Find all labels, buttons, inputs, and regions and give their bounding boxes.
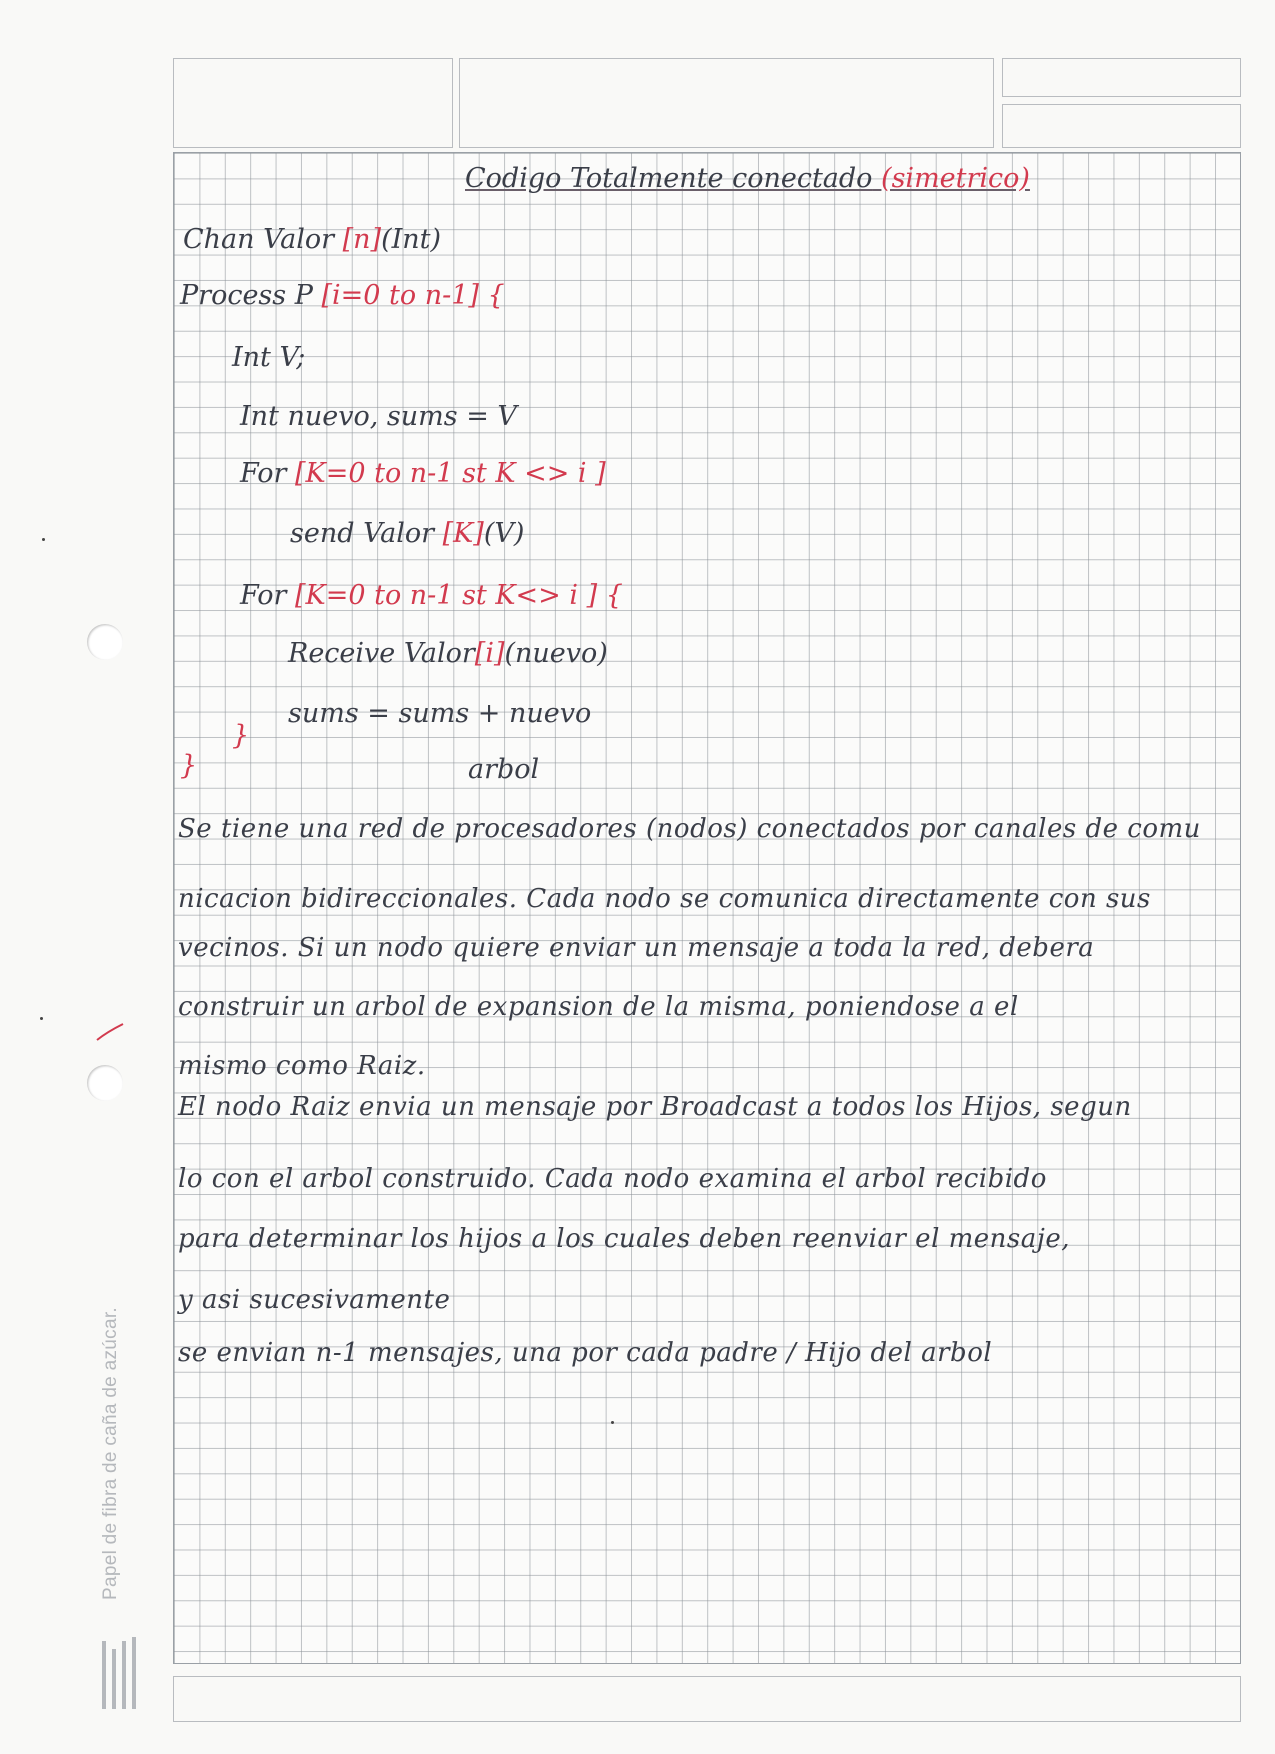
header-box-left bbox=[173, 58, 453, 148]
binder-hole-top bbox=[87, 624, 123, 660]
code-text: (V) bbox=[483, 518, 525, 549]
code-text: For bbox=[240, 458, 296, 489]
prose-line-9: y asi sucesivamente bbox=[178, 1285, 451, 1315]
prose-line-5: mismo como Raiz. bbox=[178, 1051, 426, 1081]
code-text: Chan Valor bbox=[183, 224, 343, 255]
prose-line-10: se envian n-1 mensajes, una por cada padre / Hijo del arbol bbox=[178, 1338, 993, 1368]
title-main: Codigo Totalmente conectado bbox=[465, 163, 873, 194]
footer-box bbox=[173, 1676, 1241, 1722]
code-bracket: [K=0 to n-1 st K<> i ] bbox=[295, 580, 598, 611]
code-line-4: Int nuevo, sums = V bbox=[240, 401, 517, 432]
ink-speck bbox=[40, 1017, 43, 1020]
prose-line-2: nicacion bidireccionales. Cada nodo se comunica directamente con sus bbox=[178, 884, 1151, 914]
code-text: (Int) bbox=[381, 224, 442, 255]
code-text: send Valor bbox=[290, 518, 443, 549]
margin-brand-text: Papel de fibra de caña de azúcar. bbox=[100, 1307, 121, 1600]
prose-line-7: lo con el arbol construido. Cada nodo examina el arbol recibido bbox=[178, 1164, 1047, 1194]
code-line-1 bbox=[183, 226, 441, 253]
code-text: For bbox=[240, 580, 296, 611]
page-title bbox=[465, 165, 1030, 192]
code-text: Process P bbox=[180, 280, 322, 311]
code-bracket: [n] bbox=[342, 224, 382, 255]
prose-line-6: El nodo Raiz envia un mensaje por Broadcast a todos los Hijos, segun bbox=[178, 1092, 1132, 1122]
binder-hole-bottom bbox=[87, 1065, 123, 1101]
prose-line-3: vecinos. Si un nodo quiere enviar un mensaje a toda la red, debera bbox=[178, 933, 1095, 963]
code-line-6 bbox=[290, 520, 524, 547]
ink-speck bbox=[611, 1421, 614, 1424]
ink-speck bbox=[42, 538, 45, 541]
code-line-8 bbox=[288, 640, 608, 667]
section-heading: arbol bbox=[468, 754, 540, 785]
code-text: (nuevo) bbox=[504, 638, 608, 669]
code-bracket: [i] bbox=[474, 638, 505, 669]
header-box-center bbox=[459, 58, 994, 148]
code-brace: { bbox=[597, 580, 623, 611]
code-bracket: [i=0 to n-1] bbox=[321, 280, 479, 311]
code-line-2 bbox=[180, 282, 505, 309]
title-paren: (simetrico) bbox=[881, 163, 1030, 194]
red-tick-mark bbox=[95, 1022, 125, 1044]
code-line-7 bbox=[240, 582, 623, 609]
brand-logo-icon bbox=[98, 1635, 140, 1713]
prose-line-1 bbox=[178, 816, 1201, 842]
code-line-9: sums = sums + nuevo bbox=[288, 698, 592, 729]
code-text: Receive Valor bbox=[288, 638, 475, 669]
code-line-5 bbox=[240, 460, 606, 487]
code-line-3: Int V; bbox=[232, 342, 306, 373]
code-line-10: } bbox=[232, 720, 250, 751]
code-line-11: } bbox=[180, 750, 198, 781]
code-bracket: [K=0 to n-1 st K <> i ] bbox=[295, 458, 606, 489]
code-brace: { bbox=[478, 280, 505, 311]
prose-line-8: para determinar los hijos a los cuales deben reenviar el mensaje, bbox=[178, 1224, 1070, 1254]
header-box-right-bottom bbox=[1002, 104, 1241, 148]
prose-line-4: construir un arbol de expansion de la misma, poniendose a el bbox=[178, 992, 1019, 1022]
prose-text: Se tiene una red de procesadores (nodos) conectados por canales de comu bbox=[178, 814, 1201, 844]
header-box-right-top bbox=[1002, 58, 1241, 97]
code-bracket: [K] bbox=[442, 518, 484, 549]
